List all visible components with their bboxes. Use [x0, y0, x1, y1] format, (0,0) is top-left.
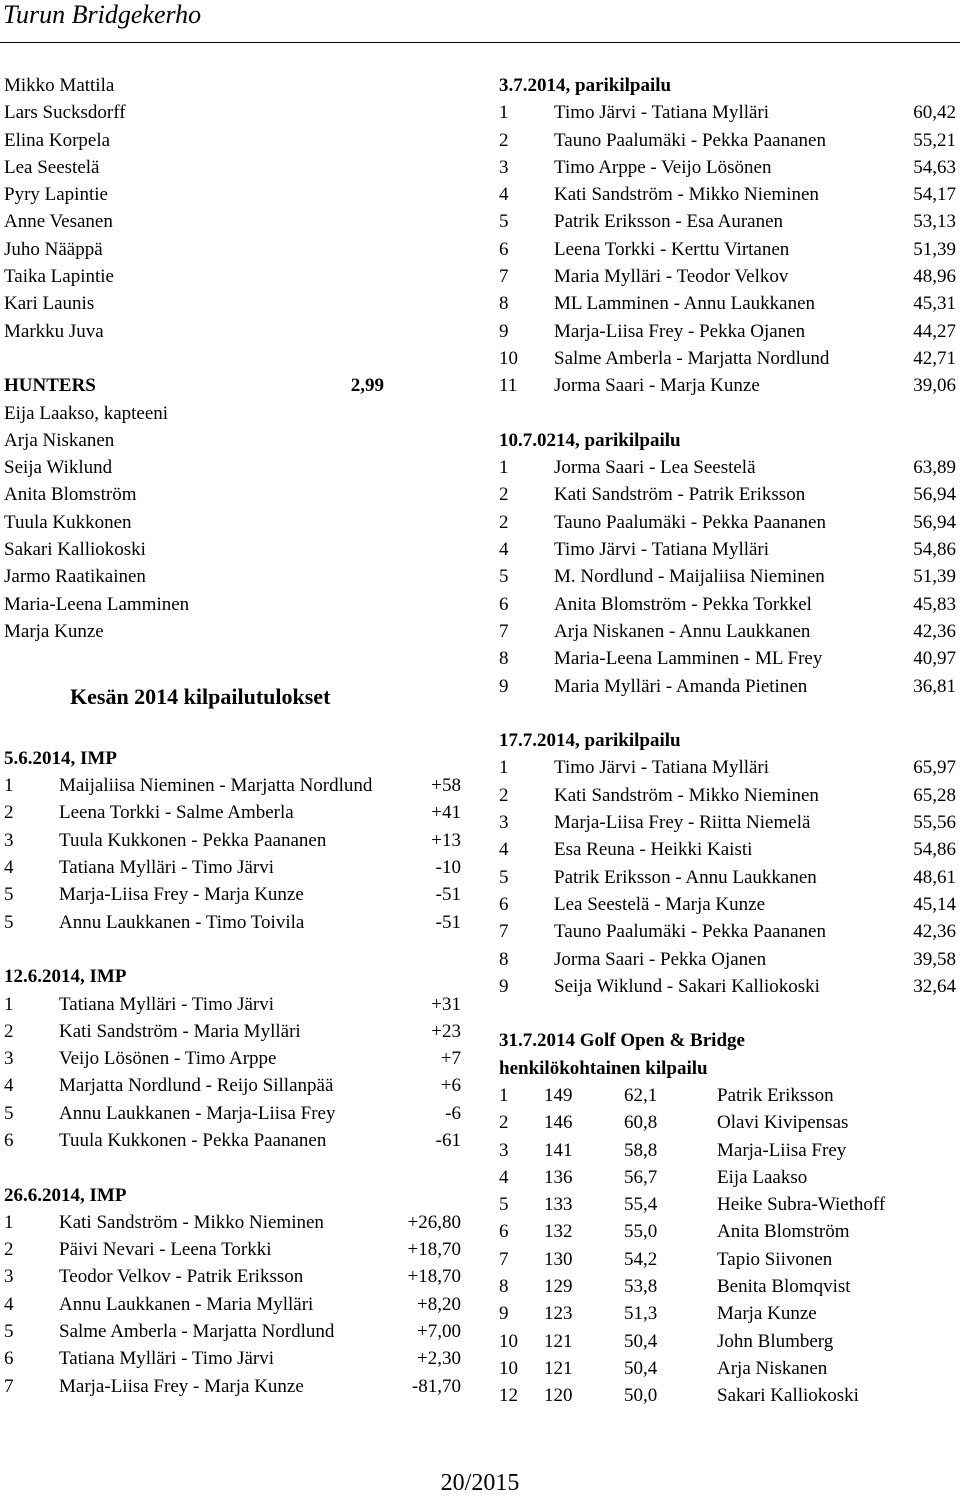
result-rank: 2	[4, 1020, 14, 1042]
result-score: 42,36	[913, 620, 956, 642]
result-row	[499, 208, 959, 235]
result-row	[499, 99, 959, 126]
golf-title: 31.7.2014 Golf Open & Bridge	[499, 1030, 745, 1052]
result-rank: 1	[499, 102, 509, 124]
result-score: 54,63	[913, 156, 956, 178]
result-row	[4, 991, 464, 1018]
result-score: 65,97	[913, 757, 956, 779]
result-rank: 9	[499, 975, 509, 997]
result-row	[499, 181, 959, 208]
left-column	[4, 72, 464, 1400]
team-member: Tuula Kukkonen	[4, 511, 132, 533]
result-score: 45,83	[913, 593, 956, 615]
golf-row	[499, 1300, 959, 1327]
golf-cell: 2	[499, 1112, 509, 1134]
golf-cell: 120	[544, 1385, 573, 1407]
result-rank: 8	[499, 948, 509, 970]
result-pair: Annu Laukkanen - Timo Toivila	[59, 911, 305, 933]
result-pair: Kati Sandström - Patrik Eriksson	[554, 484, 806, 506]
golf-cell: 8	[499, 1276, 509, 1298]
result-row	[4, 1291, 464, 1318]
result-rank: 1	[4, 775, 14, 797]
golf-row	[499, 1382, 959, 1409]
result-rank: 2	[499, 784, 509, 806]
result-rank: 8	[499, 293, 509, 315]
result-score: 65,28	[913, 784, 956, 806]
member-name: Pyry Lapintie	[4, 184, 108, 206]
result-row	[499, 591, 959, 618]
result-pair: Tatiana Mylläri - Timo Järvi	[59, 857, 275, 879]
golf-cell: Heike Subra-Wiethoff	[717, 1194, 886, 1216]
team-member: Arja Niskanen	[4, 429, 115, 451]
golf-cell: 136	[544, 1166, 573, 1188]
result-rank: 2	[499, 129, 509, 151]
result-rank: 11	[499, 375, 518, 397]
golf-cell: Benita Blomqvist	[717, 1276, 851, 1298]
result-rank: 6	[499, 238, 509, 260]
member-name: Anne Vesanen	[4, 211, 113, 233]
result-score: 42,71	[913, 347, 956, 369]
result-score: 40,97	[913, 648, 956, 670]
result-rank: 1	[499, 757, 509, 779]
result-rank: 4	[499, 184, 509, 206]
result-rank: 2	[499, 484, 509, 506]
result-score: -61	[435, 1129, 461, 1151]
result-pair: Esa Reuna - Heikki Kaisti	[554, 839, 753, 861]
golf-cell: Sakari Kalliokoski	[717, 1385, 859, 1407]
result-rank: 1	[4, 1211, 14, 1233]
golf-cell: 4	[499, 1166, 509, 1188]
golf-cell: 1	[499, 1084, 509, 1106]
event-title: 17.7.2014, parikilpailu	[499, 730, 681, 752]
result-pair: Tatiana Mylläri - Timo Järvi	[59, 1348, 275, 1370]
spacer	[4, 718, 464, 745]
golf-cell: 132	[544, 1221, 573, 1243]
result-pair: Anita Blomström - Pekka Torkkel	[554, 593, 812, 615]
event-title: 5.6.2014, IMP	[4, 747, 117, 769]
result-rank: 2	[4, 802, 14, 824]
result-score: 55,56	[913, 812, 956, 834]
result-pair: Marja-Liisa Frey - Marja Kunze	[59, 884, 304, 906]
golf-cell: Patrik Eriksson	[717, 1084, 834, 1106]
result-score: 56,94	[913, 511, 956, 533]
result-pair: Annu Laukkanen - Maria Mylläri	[59, 1293, 314, 1315]
golf-row	[499, 1164, 959, 1191]
golf-cell: 58,8	[624, 1139, 658, 1161]
result-score: +18,70	[407, 1266, 461, 1288]
golf-cell: Eija Laakso	[717, 1166, 808, 1188]
result-score: 63,89	[913, 457, 956, 479]
result-row	[499, 891, 959, 918]
result-row	[499, 509, 959, 536]
result-pair: Patrik Eriksson - Esa Auranen	[554, 211, 784, 233]
result-score: -6	[445, 1102, 461, 1124]
page-number: 20/2015	[440, 1470, 520, 1496]
result-row	[4, 799, 464, 826]
team-member: Eija Laakso, kapteeni	[4, 402, 169, 424]
member-name: Juho Nääppä	[4, 238, 103, 260]
result-rank: 3	[499, 156, 509, 178]
golf-cell: John Blumberg	[717, 1330, 834, 1352]
result-pair: Marja-Liisa Frey - Riitta Niemelä	[554, 812, 811, 834]
result-rank: 7	[499, 266, 509, 288]
golf-cell: 51,3	[624, 1303, 658, 1325]
result-row	[499, 946, 959, 973]
page-header-title: Turun Bridgekerho	[3, 0, 202, 29]
result-pair: Annu Laukkanen - Marja-Liisa Frey	[59, 1102, 336, 1124]
golf-row	[499, 1328, 959, 1355]
result-pair: Veijo Lösönen - Timo Arppe	[59, 1048, 277, 1070]
result-pair: Kati Sandström - Mikko Nieminen	[554, 784, 819, 806]
result-pair: Timo Järvi - Tatiana Mylläri	[554, 102, 770, 124]
result-pair: Timo Järvi - Tatiana Mylläri	[554, 539, 770, 561]
result-row	[499, 563, 959, 590]
result-score: 51,39	[913, 238, 956, 260]
golf-cell: 50,0	[624, 1385, 658, 1407]
spacer	[4, 345, 464, 372]
golf-cell: Marja Kunze	[717, 1303, 817, 1325]
team-member: Jarmo Raatikainen	[4, 566, 146, 588]
result-pair: Maria Mylläri - Teodor Velkov	[554, 266, 789, 288]
result-pair: Patrik Eriksson - Annu Laukkanen	[554, 866, 817, 888]
golf-cell: 55,0	[624, 1221, 658, 1243]
result-row	[4, 1209, 464, 1236]
team-header	[4, 372, 464, 399]
result-score: 36,81	[913, 675, 956, 697]
spacer	[499, 400, 959, 427]
result-row	[4, 854, 464, 881]
golf-cell: 9	[499, 1303, 509, 1325]
result-row	[499, 973, 959, 1000]
result-score: +58	[431, 775, 461, 797]
result-score: 48,61	[913, 866, 956, 888]
member-name: Lea Seestelä	[4, 156, 100, 178]
result-pair: Päivi Nevari - Leena Torkki	[59, 1239, 272, 1261]
result-rank: 4	[4, 1293, 14, 1315]
spacer	[499, 700, 959, 727]
result-row	[499, 754, 959, 781]
result-score: 55,21	[913, 129, 956, 151]
golf-cell: 53,8	[624, 1276, 658, 1298]
result-row	[499, 290, 959, 317]
golf-subtitle: henkilökohtainen kilpailu	[499, 1057, 708, 1079]
member-name: Taika Lapintie	[4, 266, 114, 288]
golf-cell: 54,2	[624, 1248, 658, 1270]
result-pair: Marja-Liisa Frey - Marja Kunze	[59, 1375, 304, 1397]
result-row	[4, 1345, 464, 1372]
result-pair: Tauno Paalumäki - Pekka Paananen	[554, 921, 826, 943]
result-rank: 3	[4, 1048, 14, 1070]
result-rank: 6	[499, 893, 509, 915]
header-rule	[0, 42, 960, 43]
result-score: +41	[431, 802, 461, 824]
event-title: 3.7.2014, parikilpailu	[499, 75, 672, 96]
golf-row	[499, 1246, 959, 1273]
golf-cell: 50,4	[624, 1330, 658, 1352]
golf-cell: 55,4	[624, 1194, 658, 1216]
team-name: HUNTERS	[4, 375, 96, 397]
result-pair: Jorma Saari - Lea Seestelä	[554, 457, 756, 479]
result-rank: 5	[4, 911, 14, 933]
golf-cell: Tapio Siivonen	[717, 1248, 833, 1270]
result-score: +18,70	[407, 1239, 461, 1261]
event-title: 12.6.2014, IMP	[4, 966, 127, 988]
result-score: +23	[431, 1020, 461, 1042]
golf-cell: Olavi Kivipensas	[717, 1112, 849, 1134]
result-row	[499, 345, 959, 372]
result-pair: Maria Mylläri - Amanda Pietinen	[554, 675, 808, 697]
result-score: +2,30	[417, 1348, 461, 1370]
result-score: 39,06	[913, 375, 956, 397]
result-score: 32,64	[913, 975, 956, 997]
result-row	[499, 673, 959, 700]
spacer	[4, 1154, 464, 1181]
result-rank: 5	[499, 866, 509, 888]
golf-cell: 50,4	[624, 1357, 658, 1379]
result-pair: Timo Järvi - Tatiana Mylläri	[554, 757, 770, 779]
golf-cell: Anita Blomström	[717, 1221, 850, 1243]
result-rank: 5	[4, 1102, 14, 1124]
result-rank: 6	[4, 1348, 14, 1370]
result-row	[499, 836, 959, 863]
team-member: Maria-Leena Lamminen	[4, 593, 190, 615]
result-row	[499, 536, 959, 563]
result-row	[4, 1263, 464, 1290]
result-pair: Salme Amberla - Marjatta Nordlund	[59, 1321, 335, 1343]
result-pair: Teodor Velkov - Patrik Eriksson	[59, 1266, 304, 1288]
result-score: 56,94	[913, 484, 956, 506]
golf-cell: 12	[499, 1385, 518, 1407]
golf-cell: 121	[544, 1330, 573, 1352]
result-score: 45,14	[913, 893, 956, 915]
result-pair: Arja Niskanen - Annu Laukkanen	[554, 620, 811, 642]
result-score: 45,31	[913, 293, 956, 315]
team-member: Marja Kunze	[4, 620, 104, 642]
result-score: 54,86	[913, 539, 956, 561]
golf-cell: 7	[499, 1248, 509, 1270]
result-rank: 9	[499, 320, 509, 342]
team-score: 2,99	[350, 375, 384, 397]
result-pair: Jorma Saari - Marja Kunze	[554, 375, 760, 397]
result-row	[4, 1045, 464, 1072]
result-pair: M. Nordlund - Maijaliisa Nieminen	[554, 566, 825, 588]
golf-row	[499, 1355, 959, 1382]
golf-cell: 5	[499, 1194, 509, 1216]
result-rank: 1	[4, 993, 14, 1015]
result-rank: 3	[4, 1266, 14, 1288]
result-row	[499, 645, 959, 672]
result-row	[4, 1373, 464, 1400]
result-rank: 1	[499, 457, 509, 479]
golf-row	[499, 1273, 959, 1300]
member-name: Markku Juva	[4, 320, 104, 342]
golf-cell: 130	[544, 1248, 573, 1270]
result-row	[4, 909, 464, 936]
golf-cell: 62,1	[624, 1084, 658, 1106]
golf-row	[499, 1109, 959, 1136]
result-row	[4, 1018, 464, 1045]
result-pair: Tauno Paalumäki - Pekka Paananen	[554, 511, 826, 533]
result-score: -10	[435, 857, 461, 879]
result-row	[499, 263, 959, 290]
result-score: -51	[435, 911, 461, 933]
golf-row	[499, 1218, 959, 1245]
result-pair: Kati Sandström - Mikko Nieminen	[59, 1211, 324, 1233]
result-score: -51	[435, 884, 461, 906]
result-score: 39,58	[913, 948, 956, 970]
result-score: 60,42	[913, 102, 956, 124]
result-rank: 8	[499, 648, 509, 670]
results-section-title: Kesän 2014 kilpailutulokset	[70, 683, 331, 709]
result-score: 54,17	[913, 184, 956, 206]
result-row	[4, 1100, 464, 1127]
result-row	[4, 827, 464, 854]
result-pair: Marja-Liisa Frey - Pekka Ojanen	[554, 320, 806, 342]
member-name: Lars Sucksdorff	[4, 102, 126, 124]
result-score: 44,27	[913, 320, 956, 342]
result-pair: Seija Wiklund - Sakari Kalliokoski	[554, 975, 820, 997]
result-row	[499, 127, 959, 154]
result-pair: Kati Sandström - Maria Mylläri	[59, 1020, 301, 1042]
result-rank: 7	[499, 921, 509, 943]
result-rank: 9	[499, 675, 509, 697]
result-row	[499, 918, 959, 945]
golf-cell: 10	[499, 1330, 518, 1352]
result-row	[499, 318, 959, 345]
golf-row	[499, 1191, 959, 1218]
result-pair: Maijaliisa Nieminen - Marjatta Nordlund	[59, 775, 373, 797]
team-member: Sakari Kalliokoski	[4, 539, 146, 561]
result-score: +31	[431, 993, 461, 1015]
result-rank: 4	[499, 539, 509, 561]
result-pair: ML Lamminen - Annu Laukkanen	[554, 293, 816, 315]
golf-cell: 121	[544, 1357, 573, 1379]
result-row	[4, 1072, 464, 1099]
result-row	[499, 454, 959, 481]
result-pair: Marjatta Nordlund - Reijo Sillanpää	[59, 1075, 334, 1097]
result-pair: Salme Amberla - Marjatta Nordlund	[554, 347, 830, 369]
result-row	[499, 864, 959, 891]
result-rank: 5	[4, 884, 14, 906]
result-pair: Kati Sandström - Mikko Nieminen	[554, 184, 819, 206]
event-title: 26.6.2014, IMP	[4, 1184, 127, 1206]
result-rank: 4	[499, 839, 509, 861]
member-name: Elina Korpela	[4, 129, 111, 151]
result-row	[4, 1127, 464, 1154]
result-score: 54,86	[913, 839, 956, 861]
result-row	[499, 236, 959, 263]
result-row	[499, 618, 959, 645]
golf-cell: 56,7	[624, 1166, 658, 1188]
team-member: Anita Blomström	[4, 484, 137, 506]
result-pair: Tuula Kukkonen - Pekka Paananen	[59, 1129, 327, 1151]
result-score: +7	[440, 1048, 461, 1070]
result-row	[499, 782, 959, 809]
golf-cell: 141	[544, 1139, 573, 1161]
result-row	[4, 1236, 464, 1263]
member-name: Kari Launis	[4, 293, 95, 315]
result-score: +8,20	[417, 1293, 461, 1315]
golf-row	[499, 1137, 959, 1164]
result-pair: Tuula Kukkonen - Pekka Paananen	[59, 829, 327, 851]
result-rank: 7	[4, 1375, 14, 1397]
spacer	[4, 645, 464, 672]
result-rank: 10	[499, 347, 518, 369]
result-score: +13	[431, 829, 461, 851]
result-pair: Leena Torkki - Salme Amberla	[59, 802, 294, 824]
result-rank: 2	[499, 511, 509, 533]
result-score: +7,00	[417, 1321, 461, 1343]
golf-cell: 133	[544, 1194, 573, 1216]
right-column	[499, 72, 959, 1410]
result-rank: 5	[499, 211, 509, 233]
result-row	[4, 772, 464, 799]
result-score: -81,70	[411, 1375, 461, 1397]
result-score: 51,39	[913, 566, 956, 588]
golf-cell: 10	[499, 1357, 518, 1379]
golf-cell: Arja Niskanen	[717, 1357, 828, 1379]
result-pair: Maria-Leena Lamminen - ML Frey	[554, 648, 823, 670]
golf-cell: 146	[544, 1112, 573, 1134]
result-score: 42,36	[913, 921, 956, 943]
result-score: 48,96	[913, 266, 956, 288]
result-row	[499, 154, 959, 181]
event-title: 10.7.0214, parikilpailu	[499, 429, 681, 451]
result-rank: 3	[4, 829, 14, 851]
member-name: Mikko Mattila	[4, 75, 115, 96]
result-rank: 6	[499, 593, 509, 615]
result-pair: Tauno Paalumäki - Pekka Paananen	[554, 129, 826, 151]
golf-cell: 123	[544, 1303, 573, 1325]
result-score: 53,13	[913, 211, 956, 233]
result-rank: 5	[499, 566, 509, 588]
result-pair: Lea Seestelä - Marja Kunze	[554, 893, 766, 915]
result-rank: 2	[4, 1239, 14, 1261]
result-pair: Jorma Saari - Pekka Ojanen	[554, 948, 767, 970]
result-row	[499, 372, 959, 399]
team-member: Seija Wiklund	[4, 457, 113, 479]
result-row	[499, 481, 959, 508]
result-row	[4, 881, 464, 908]
result-rank: 6	[4, 1129, 14, 1151]
result-score: +26,80	[407, 1211, 461, 1233]
result-rank: 5	[4, 1321, 14, 1343]
golf-cell: Marja-Liisa Frey	[717, 1139, 847, 1161]
golf-row	[499, 1082, 959, 1109]
result-row	[4, 1318, 464, 1345]
golf-cell: 6	[499, 1221, 509, 1243]
golf-cell: 60,8	[624, 1112, 658, 1134]
golf-cell: 149	[544, 1084, 573, 1106]
result-score: +6	[440, 1075, 461, 1097]
spacer	[499, 1000, 959, 1027]
result-rank: 4	[4, 1075, 14, 1097]
result-pair: Tatiana Mylläri - Timo Järvi	[59, 993, 275, 1015]
golf-cell: 3	[499, 1139, 509, 1161]
golf-cell: 129	[544, 1276, 573, 1298]
spacer	[4, 936, 464, 963]
result-pair: Leena Torkki - Kerttu Virtanen	[554, 238, 790, 260]
result-rank: 7	[499, 620, 509, 642]
result-rank: 3	[499, 812, 509, 834]
result-pair: Timo Arppe - Veijo Lösönen	[554, 156, 772, 178]
result-row	[499, 809, 959, 836]
result-rank: 4	[4, 857, 14, 879]
